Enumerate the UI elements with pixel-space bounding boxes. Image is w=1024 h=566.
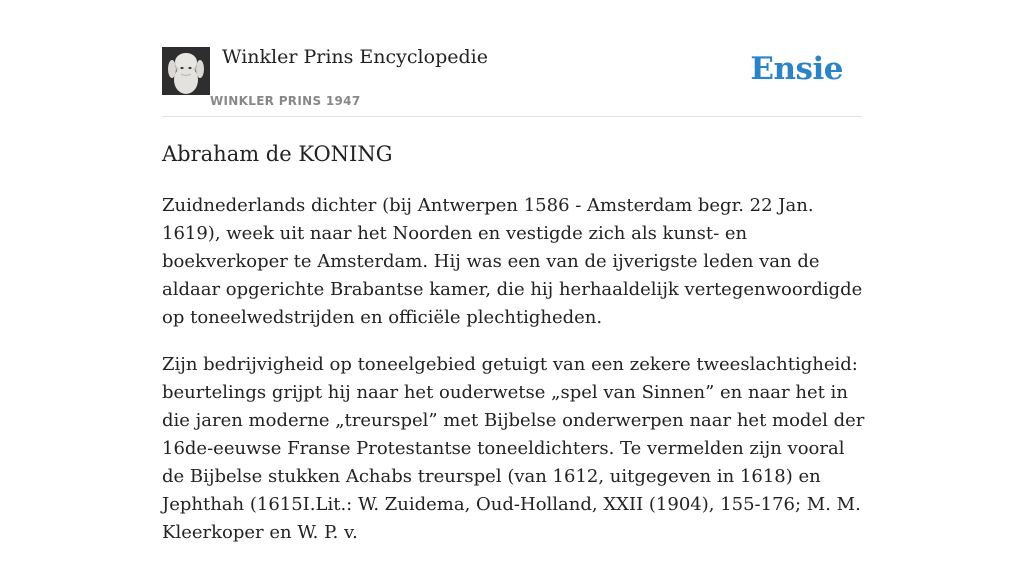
article-paragraph: Zijn bedrijvigheid op toneelgebied getuigt van een zekere tweeslachtigheid: beurtelings grijpt hij naar het ouderwetse „spel van Sinnen” en naar het in die jaren moderne „treurspel” met Bijbelse onderwerpen naar het model der 16de-eeuwse Franse Protestantse toneeldichters. Te vermelden zijn vooral de Bijbelse stukken Achabs treurspel (van 1612, uitgegeven in 1618) en Jephthah (1615I.Lit.: W. Zuidema, Oud-Holland, XXII (1904), 155-176; M. M. Kleerkoper en W. P. v. xyxy=(162,354,865,543)
article-body xyxy=(162,192,872,566)
bearded-man-portrait-icon xyxy=(162,47,210,95)
article-title: Abraham de KONING xyxy=(162,142,393,166)
content-container xyxy=(162,0,865,543)
avatar[interactable] xyxy=(162,47,210,95)
source-subtitle[interactable]: WINKLER PRINS 1947 xyxy=(210,94,361,108)
ensie-logo[interactable]: Ensie xyxy=(750,51,843,87)
source-header xyxy=(162,0,862,117)
source-title[interactable]: Winkler Prins Encyclopedie xyxy=(222,46,488,68)
article-paragraph: Zuidnederlands dichter (bij Antwerpen 1586 - Amsterdam begr. 22 Jan. 1619), week uit naar het Noorden en vestigde zich als kunst- en boekverkoper te Amsterdam. Hij was een van de ijverigste leden van de aldaar opgerichte Brabantse kamer, die hij herhaaldelijk vertegenwoordigde op toneelwedstrijden en officiële plechtigheden. xyxy=(162,195,863,328)
